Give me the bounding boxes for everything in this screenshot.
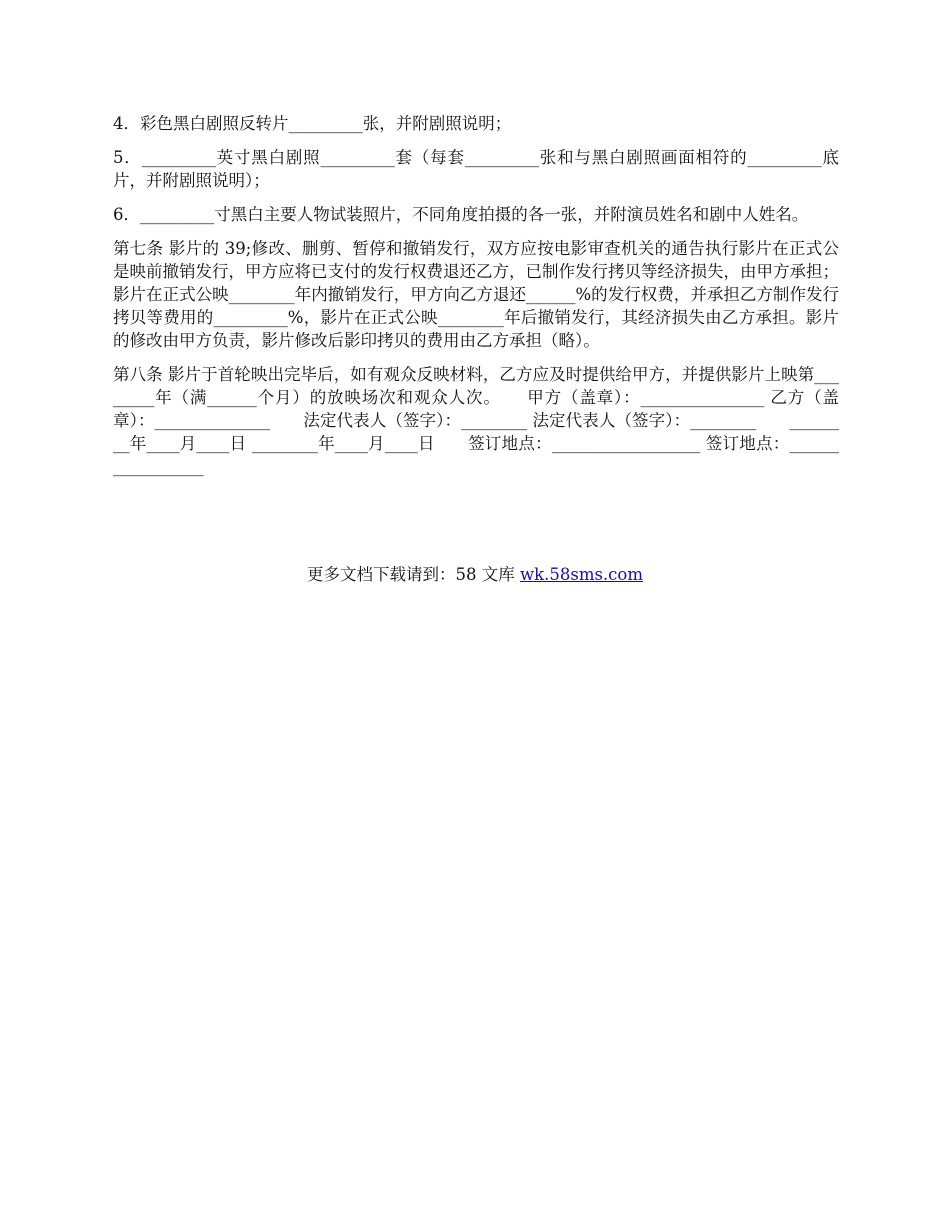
footer-prefix-text: 更多文档下载请到：58 文库 — [306, 565, 520, 584]
document-body — [113, 112, 839, 489]
paragraph-article-7: 第七条 影片的 39;修改、删剪、暂停和撤销发行，双方应按电影审查机关的通告执行影片在正式公是映前撤销发行，甲方应将已支付的发行权费退还乙方，已制作发行拷贝等经济损失，由甲方承担；影片在正式公映________年内撤销发行，甲方向乙方退还______%的发行权费，并承担乙方制作发行拷贝等费用的_________%，影片在正式公映________年后撤销发行，其经济损失由乙方承担。影片的修改由甲方负责，影片修改后影印拷贝的费用由乙方承担（略）。 — [113, 239, 839, 350]
paragraph-item-5: 5．_________英寸黑白剧照_________套（每套_________张和与黑白剧照画面相符的_________底片，并附剧照说明）； — [113, 148, 839, 190]
paragraph-article-8: 第八条 影片于首轮映出完毕后，如有观众反映材料，乙方应及时提供给甲方，并提供影片上映第________年（满______个月）的放映场次和观众人次。 甲方（盖章）：_______________ 乙方（盖章）：______________ 法定代表人（签字）：________ 法定代表人（签字）：________ ________年____月____日 ________年____月____日 签订地点：__________________ 签订地点：_________________ — [113, 365, 839, 476]
paragraph-item-6: 6．_________寸黑白主要人物试装照片，不同角度拍摄的各一张，并附演员姓名和剧中人姓名。 — [113, 205, 809, 224]
download-footer — [0, 563, 950, 586]
footer-link[interactable]: wk.58sms.com — [519, 565, 643, 584]
paragraph-item-4: 4．彩色黑白剧照反转片_________张，并附剧照说明； — [113, 114, 512, 133]
